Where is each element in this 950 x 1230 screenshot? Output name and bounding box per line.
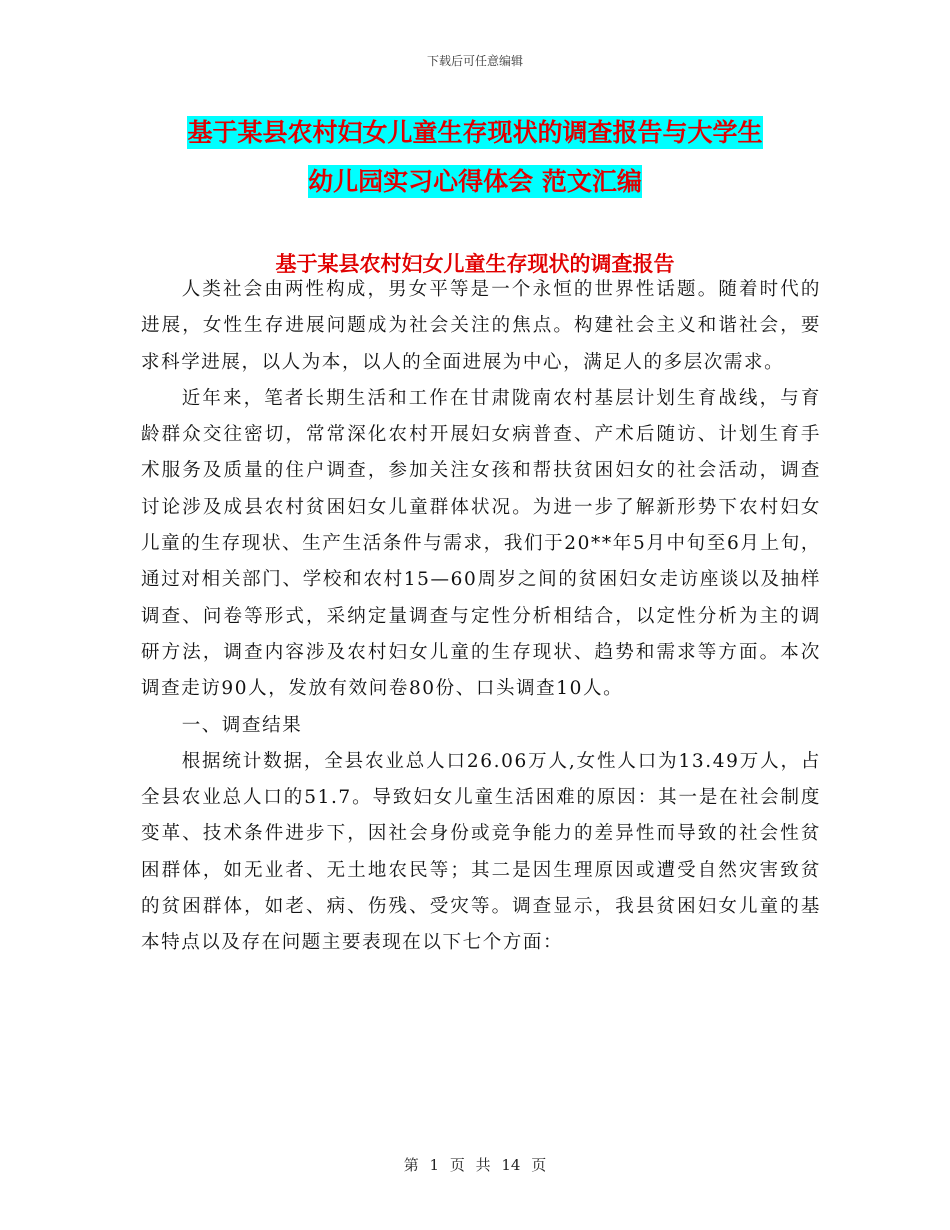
body-text [141,272,821,962]
title-line-1: 基于某县农村妇女儿童生存现状的调查报告与大学生 [187,118,763,147]
page-footer: 第 1 页 共 14 页 [403,1156,547,1174]
page-header-note: 下载后可任意编辑 [426,54,523,68]
title-line-2: 幼儿园实习心得体会 范文汇编 [308,167,642,196]
paragraph-2: 近年来，笔者长期生活和工作在甘肃陇南农村基层计划生育战线，与育龄群众交往密切，常常深化农村开展妇女病普查、产术后随访、计划生育手术服务及质量的住户调查，参加关注女孩和帮扶贫困妇女的社会活动，调查讨论涉及成县农村贫困妇女儿童群体状况。为进一步了解新形势下农村妇女儿童的生存现状、生产生活条件与需求，我们于20**年5月中旬至6月上旬，通过对相关部门、学校和农村15—60周岁之间的贫困妇女走访座谈以及抽样调查、问卷等形式，采纳定量调查与定性分析相结合，以定性分析为主的调研方法，调查内容涉及农村妇女儿童的生存现状、趋势和需求等方面。本次调查走访90人，发放有效问卷80份、口头调查10人。 [141,387,821,700]
paragraph-1: 人类社会由两性构成，男女平等是一个永恒的世界性话题。随着时代的进展，女性生存进展问题成为社会关注的焦点。构建社会主义和谐社会，要求科学进展，以人为本，以人的全面进展为中心，满足人的多层次需求。 [141,279,821,373]
document-title [0,108,950,206]
section-title: 基于某县农村妇女儿童生存现状的调查报告 [275,252,675,276]
paragraph-3: 根据统计数据，全县农业总人口26.06万人,女性人口为13.49万人，占全县农业总人口的51.7。导致妇女儿童生活困难的原因：其一是在社会制度变革、技术条件进步下，因社会身份或竞争能力的差异性而导致的社会性贫困群体，如无业者、无土地农民等；其二是因生理原因或遭受自然灾害致贫的贫困群体，如老、病、伤残、受灾等。调查显示，我县贫困妇女儿童的基本特点以及存在问题主要表现在以下七个方面： [141,750,821,954]
paragraph-heading: 一、调查结果 [181,714,303,736]
